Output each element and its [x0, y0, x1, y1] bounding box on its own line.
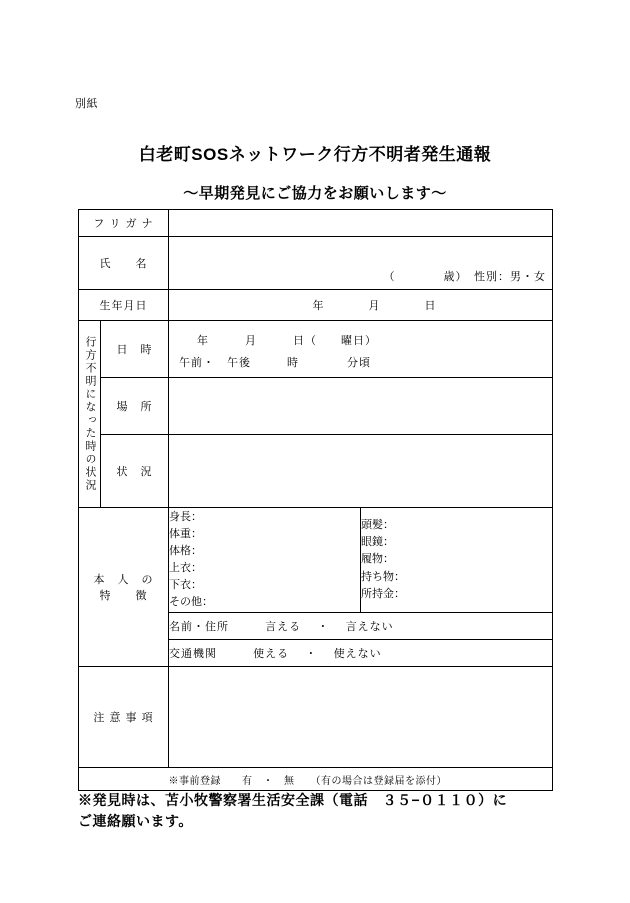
birthdate-field[interactable] [169, 290, 553, 321]
birthdate-label: 生年月日 [79, 290, 169, 321]
table-row [79, 435, 553, 508]
datetime-field[interactable] [169, 321, 553, 378]
place-field[interactable] [169, 378, 553, 435]
name-field[interactable] [169, 237, 553, 290]
feature-left-field[interactable] [169, 508, 361, 613]
feature-height: 身長： [169, 510, 203, 523]
feature-money: 所持金： [361, 587, 406, 600]
datetime-label: 日 時 [101, 321, 169, 378]
page-subtitle: 〜早期発見にご協力をお願いします〜 [183, 185, 447, 202]
feature-footwear: 履物： [361, 553, 395, 566]
feature-weight: 体重： [169, 527, 203, 540]
datetime-line2: 午前・ 午後 時 分頃 [179, 357, 372, 369]
furigana-field[interactable] [169, 210, 553, 237]
missing-circumstances-label-text: 行方不明になった時の状況 [84, 336, 96, 492]
missing-circumstances-label [79, 321, 101, 508]
attachment-label: 別紙 [75, 98, 98, 110]
place-label: 場 所 [101, 378, 169, 435]
transport-label: 交通機関 [169, 648, 218, 660]
feature-lower-clothes: 下衣： [169, 579, 203, 592]
transport-separator: ・ [305, 648, 318, 660]
transport-ability-field[interactable] [169, 640, 553, 667]
person-feature-label-line2: 特 徴 [99, 590, 148, 602]
feature-hair: 頭髪： [361, 519, 395, 532]
prereg-spacer [79, 768, 169, 791]
transport-option-can[interactable]: 使える [253, 648, 290, 660]
feature-build: 体格： [169, 544, 203, 557]
page-title: 白老町SOSネットワーク行方不明者発生通報 [138, 145, 492, 164]
name-address-separator: ・ [317, 621, 330, 633]
birthdate-placeholder-text: 年 月 日 [312, 300, 439, 312]
notes-field[interactable] [169, 667, 553, 768]
table-row [79, 321, 553, 378]
preregistration-field[interactable]: ※事前登録 有 ・ 無 （有の場合は登録届を添付） [169, 768, 553, 791]
footer-line-1: ※発見時は、苫小牧警察署生活安全課（電話 ３５−０１１０）に [78, 792, 508, 808]
footer-line-2: ご連絡願います。 [78, 813, 193, 829]
feature-right-field[interactable] [361, 508, 553, 613]
feature-other: その他： [169, 596, 214, 609]
table-row [79, 290, 553, 321]
name-address-ability-field[interactable] [169, 613, 553, 640]
datetime-line1: 年 月 日（ 曜日） [197, 335, 378, 347]
table-row [79, 667, 553, 768]
table-row [79, 768, 553, 791]
feature-glasses: 眼鏡： [361, 536, 395, 549]
table-row [79, 237, 553, 290]
name-address-option-cannot[interactable]: 言えない [345, 621, 394, 633]
footer-contact-note [78, 790, 578, 832]
person-feature-label [79, 508, 169, 667]
situation-label: 状 況 [101, 435, 169, 508]
transport-option-cannot[interactable]: 使えない [333, 648, 382, 660]
age-gender-hint: （ 歳） 性別：男・女 [383, 271, 547, 283]
situation-field[interactable] [169, 435, 553, 508]
furigana-label: フ リ ガ ナ [79, 210, 169, 237]
feature-belongings: 持ち物： [361, 570, 406, 583]
table-row [79, 508, 553, 613]
name-address-label: 名前・住所 [169, 621, 230, 633]
feature-upper-clothes: 上衣： [169, 562, 203, 574]
notes-label: 注 意 事 項 [79, 667, 169, 768]
table-row [79, 378, 553, 435]
table-row [79, 210, 553, 237]
report-form-table [78, 209, 553, 791]
name-label: 氏 名 [79, 237, 169, 290]
person-feature-label-line1: 本 人 の [93, 574, 154, 586]
name-address-option-can[interactable]: 言える [265, 621, 302, 633]
